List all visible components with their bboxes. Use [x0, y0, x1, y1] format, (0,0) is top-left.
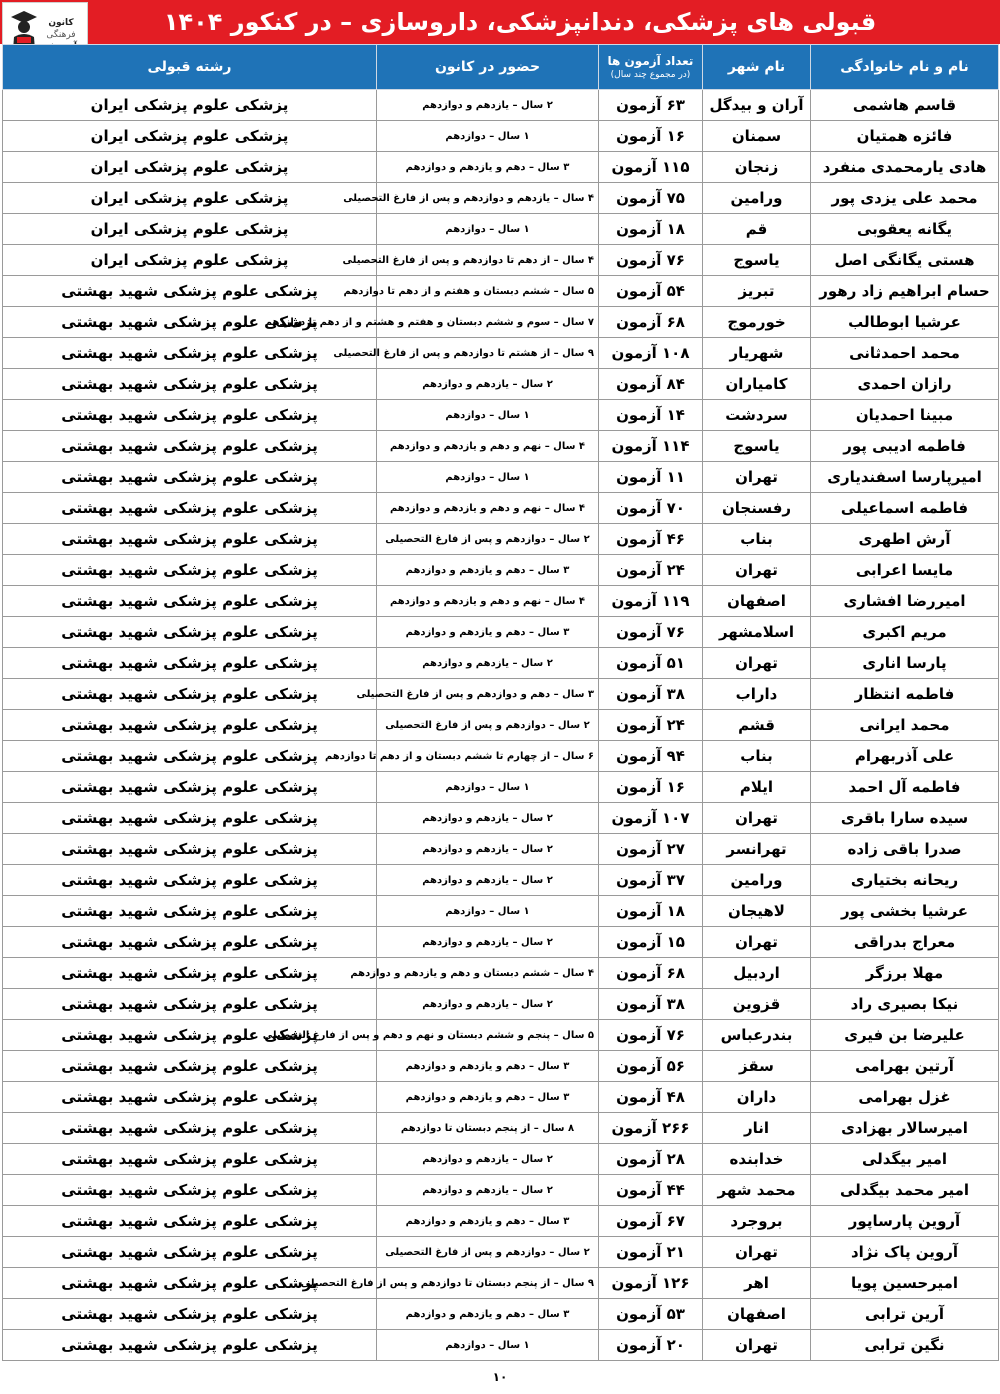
table-row: [3, 462, 999, 493]
cell-attendance: ۲ سال – یازدهم و دوازدهم: [377, 927, 599, 958]
cell-major: پزشکی علوم پزشکی شهید بهشتی: [3, 772, 377, 803]
cell-city: کامیاران: [703, 369, 811, 400]
cell-name: عرشیا بخشی پور: [811, 896, 999, 927]
table-row: [3, 152, 999, 183]
table-row: [3, 276, 999, 307]
cell-attendance: ۴ سال – نهم و دهم و یازدهم و دوازدهم: [377, 431, 599, 462]
cell-city: شهریار: [703, 338, 811, 369]
cell-name: علیرضا بن فیری: [811, 1020, 999, 1051]
cell-major: پزشکی علوم پزشکی شهید بهشتی: [3, 1051, 377, 1082]
cell-major: پزشکی علوم پزشکی ایران: [3, 245, 377, 276]
cell-name: رازان احمدی: [811, 369, 999, 400]
table-row: [3, 1206, 999, 1237]
cell-exams: ۲۰ آزمون: [599, 1330, 703, 1361]
cell-name: امیرحسین پویا: [811, 1268, 999, 1299]
cell-exams: ۲۷ آزمون: [599, 834, 703, 865]
cell-exams: ۱۵ آزمون: [599, 927, 703, 958]
cell-city: ورامین: [703, 183, 811, 214]
cell-name: نیکا بصیری راد: [811, 989, 999, 1020]
cell-attendance: ۲ سال – یازدهم و دوازدهم: [377, 648, 599, 679]
cell-attendance: ۴ سال – از دهم تا دوازدهم و پس از فارغ التحصیلی: [377, 245, 599, 276]
cell-city: اصفهان: [703, 1299, 811, 1330]
table-row: [3, 369, 999, 400]
cell-exams: ۲۸ آزمون: [599, 1144, 703, 1175]
cell-city: قشم: [703, 710, 811, 741]
cell-city: داران: [703, 1082, 811, 1113]
cell-exams: ۱۶ آزمون: [599, 121, 703, 152]
cell-attendance: ۲ سال – یازدهم و دوازدهم: [377, 369, 599, 400]
cell-exams: ۳۸ آزمون: [599, 989, 703, 1020]
cell-attendance: ۳ سال – دهم و دوازدهم و پس از فارغ التحصیلی: [377, 679, 599, 710]
cell-name: محمد احمدثانی: [811, 338, 999, 369]
cell-major: پزشکی علوم پزشکی ایران: [3, 90, 377, 121]
cell-major: پزشکی علوم پزشکی شهید بهشتی: [3, 617, 377, 648]
table-row: [3, 772, 999, 803]
cell-exams: ۱۱۹ آزمون: [599, 586, 703, 617]
cell-exams: ۵۴ آزمون: [599, 276, 703, 307]
cell-city: محمد شهر: [703, 1175, 811, 1206]
table-row: [3, 1113, 999, 1144]
admissions-table: [2, 44, 999, 1361]
cell-attendance: ۳ سال – دهم و یازدهم و دوازدهم: [377, 1051, 599, 1082]
cell-name: آرتین بهرامی: [811, 1051, 999, 1082]
cell-city: تهرانسر: [703, 834, 811, 865]
cell-major: پزشکی علوم پزشکی شهید بهشتی: [3, 927, 377, 958]
cell-name: یگانه یعقوبی: [811, 214, 999, 245]
cell-name: فائزه همتیان: [811, 121, 999, 152]
table-row: [3, 1175, 999, 1206]
cell-exams: ۱۴ آزمون: [599, 400, 703, 431]
cell-exams: ۷۰ آزمون: [599, 493, 703, 524]
cell-attendance: ۳ سال – دهم و یازدهم و دوازدهم: [377, 555, 599, 586]
cell-attendance: ۲ سال – یازدهم و دوازدهم: [377, 90, 599, 121]
cell-exams: ۳۷ آزمون: [599, 865, 703, 896]
cell-exams: ۱۰۸ آزمون: [599, 338, 703, 369]
cell-exams: ۵۳ آزمون: [599, 1299, 703, 1330]
cell-major: پزشکی علوم پزشکی شهید بهشتی: [3, 493, 377, 524]
table-row: [3, 1330, 999, 1361]
cell-exams: ۷۵ آزمون: [599, 183, 703, 214]
cell-city: یاسوج: [703, 431, 811, 462]
table-row: [3, 679, 999, 710]
cell-city: اسلامشهر: [703, 617, 811, 648]
cell-attendance: ۲ سال – دوازدهم و پس از فارغ التحصیلی: [377, 1237, 599, 1268]
cell-city: سمنان: [703, 121, 811, 152]
table-row: [3, 989, 999, 1020]
cell-name: ریحانه بختیاری: [811, 865, 999, 896]
cell-major: پزشکی علوم پزشکی شهید بهشتی: [3, 555, 377, 586]
cell-exams: ۵۱ آزمون: [599, 648, 703, 679]
table-row: [3, 90, 999, 121]
cell-attendance: ۲ سال – یازدهم و دوازدهم: [377, 803, 599, 834]
cell-city: سردشت: [703, 400, 811, 431]
page-title: قبولی های پزشکی، دندانپزشکی، داروسازی – در کنکور ۱۴۰۴: [163, 8, 877, 36]
cell-major: پزشکی علوم پزشکی ایران: [3, 183, 377, 214]
cell-city: اردبیل: [703, 958, 811, 989]
cell-city: بروجرد: [703, 1206, 811, 1237]
cell-city: ورامین: [703, 865, 811, 896]
cell-attendance: ۱ سال – دوازدهم: [377, 1330, 599, 1361]
table-row: [3, 741, 999, 772]
cell-major: پزشکی علوم پزشکی شهید بهشتی: [3, 462, 377, 493]
cell-city: انار: [703, 1113, 811, 1144]
cell-city: آران و بیدگل: [703, 90, 811, 121]
cell-attendance: ۲ سال – دوازدهم و پس از فارغ التحصیلی: [377, 524, 599, 555]
cell-exams: ۴۸ آزمون: [599, 1082, 703, 1113]
table-row: [3, 307, 999, 338]
cell-name: مهلا برزگر: [811, 958, 999, 989]
cell-attendance: ۲ سال – دوازدهم و پس از فارغ التحصیلی: [377, 710, 599, 741]
cell-name: مایسا اعرابی: [811, 555, 999, 586]
table-row: [3, 617, 999, 648]
cell-name: فاطمه ادیبی پور: [811, 431, 999, 462]
cell-major: پزشکی علوم پزشکی شهید بهشتی: [3, 865, 377, 896]
cell-name: نگین ترابی: [811, 1330, 999, 1361]
cell-name: امیر بیگدلی: [811, 1144, 999, 1175]
table-row: [3, 245, 999, 276]
cell-name: فاطمه انتظار: [811, 679, 999, 710]
cell-attendance: ۱ سال – دوازدهم: [377, 896, 599, 927]
cell-major: پزشکی علوم پزشکی شهید بهشتی: [3, 1175, 377, 1206]
cell-city: تهران: [703, 927, 811, 958]
cell-attendance: ۲ سال – یازدهم و دوازدهم: [377, 989, 599, 1020]
cell-major: پزشکی علوم پزشکی شهید بهشتی: [3, 1113, 377, 1144]
cell-name: مریم اکبری: [811, 617, 999, 648]
logo-line-1: کانون: [48, 18, 74, 28]
table-row: [3, 1082, 999, 1113]
cell-major: پزشکی علوم پزشکی شهید بهشتی: [3, 586, 377, 617]
cell-exams: ۳۸ آزمون: [599, 679, 703, 710]
cell-name: هستی یگانگی اصل: [811, 245, 999, 276]
cell-exams: ۱۸ آزمون: [599, 896, 703, 927]
cell-name: غزل بهرامی: [811, 1082, 999, 1113]
table-header-row: [3, 45, 999, 90]
cell-attendance: ۴ سال – ششم دبستان و دهم و یازدهم و دوازدهم: [377, 958, 599, 989]
cell-major: پزشکی علوم پزشکی شهید بهشتی: [3, 958, 377, 989]
header-exams-main: تعداد آزمون ها: [607, 53, 694, 68]
cell-exams: ۸۴ آزمون: [599, 369, 703, 400]
table-row: [3, 431, 999, 462]
cell-exams: ۷۶ آزمون: [599, 1020, 703, 1051]
cell-exams: ۷۶ آزمون: [599, 617, 703, 648]
table-row: [3, 555, 999, 586]
table-row: [3, 183, 999, 214]
cell-major: پزشکی علوم پزشکی شهید بهشتی: [3, 803, 377, 834]
cell-attendance: ۳ سال – دهم و یازدهم و دوازدهم: [377, 617, 599, 648]
table-row: [3, 710, 999, 741]
cell-attendance: ۲ سال – یازدهم و دوازدهم: [377, 1175, 599, 1206]
cell-city: تهران: [703, 462, 811, 493]
cell-city: رفسنجان: [703, 493, 811, 524]
header-name: نام و نام خانوادگی: [811, 45, 999, 90]
cell-attendance: ۷ سال – سوم و ششم دبستان و هفتم و هشتم و از دهم تا دوازدهم: [377, 307, 599, 338]
cell-exams: ۹۴ آزمون: [599, 741, 703, 772]
cell-name: مبینا احمدیان: [811, 400, 999, 431]
cell-exams: ۱۱ آزمون: [599, 462, 703, 493]
cell-attendance: ۹ سال – از پنجم دبستان تا دوازدهم و پس از فارغ التحصیلی: [377, 1268, 599, 1299]
cell-city: قم: [703, 214, 811, 245]
cell-attendance: ۴ سال – نهم و دهم و یازدهم و دوازدهم: [377, 586, 599, 617]
cell-exams: ۵۶ آزمون: [599, 1051, 703, 1082]
cell-city: خدابنده: [703, 1144, 811, 1175]
cell-exams: ۷۶ آزمون: [599, 245, 703, 276]
cell-major: پزشکی علوم پزشکی شهید بهشتی: [3, 1237, 377, 1268]
cell-city: لاهیجان: [703, 896, 811, 927]
cell-name: حسام ابراهیم زاد رهور: [811, 276, 999, 307]
cell-major: پزشکی علوم پزشکی شهید بهشتی: [3, 338, 377, 369]
cell-major: پزشکی علوم پزشکی شهید بهشتی: [3, 896, 377, 927]
cell-exams: ۲۱ آزمون: [599, 1237, 703, 1268]
cell-major: پزشکی علوم پزشکی شهید بهشتی: [3, 276, 377, 307]
header-exams: [599, 45, 703, 90]
cell-name: فاطمه آل احمد: [811, 772, 999, 803]
cell-attendance: ۴ سال – نهم و دهم و یازدهم و دوازدهم: [377, 493, 599, 524]
header-attendance: حضور در کانون: [377, 45, 599, 90]
cell-attendance: ۳ سال – دهم و یازدهم و دوازدهم: [377, 152, 599, 183]
cell-city: زنجان: [703, 152, 811, 183]
cell-major: پزشکی علوم پزشکی شهید بهشتی: [3, 834, 377, 865]
cell-city: تهران: [703, 1330, 811, 1361]
cell-city: اهر: [703, 1268, 811, 1299]
cell-city: تهران: [703, 1237, 811, 1268]
cell-major: پزشکی علوم پزشکی شهید بهشتی: [3, 431, 377, 462]
cell-attendance: ۲ سال – یازدهم و دوازدهم: [377, 1144, 599, 1175]
table-row: [3, 121, 999, 152]
cell-city: داراب: [703, 679, 811, 710]
cell-major: پزشکی علوم پزشکی شهید بهشتی: [3, 369, 377, 400]
cell-city: قزوین: [703, 989, 811, 1020]
cell-exams: ۱۸ آزمون: [599, 214, 703, 245]
cell-name: صدرا باقی زاده: [811, 834, 999, 865]
table-row: [3, 1020, 999, 1051]
table-row: [3, 834, 999, 865]
table-row: [3, 400, 999, 431]
cell-major: پزشکی علوم پزشکی شهید بهشتی: [3, 400, 377, 431]
cell-name: عرشیا ابوطالب: [811, 307, 999, 338]
table-row: [3, 214, 999, 245]
header-major: رشته قبولی: [3, 45, 377, 90]
title-bar: [0, 0, 1000, 44]
cell-name: سیده سارا باقری: [811, 803, 999, 834]
table-body: [3, 90, 999, 1361]
cell-major: پزشکی علوم پزشکی شهید بهشتی: [3, 1330, 377, 1361]
cell-name: امیرپارسا اسفندیاری: [811, 462, 999, 493]
cell-attendance: ۲ سال – یازدهم و دوازدهم: [377, 865, 599, 896]
cell-city: تهران: [703, 803, 811, 834]
cell-city: تهران: [703, 555, 811, 586]
cell-attendance: ۱ سال – دوازدهم: [377, 462, 599, 493]
cell-name: معراج بدراقی: [811, 927, 999, 958]
cell-city: بناب: [703, 741, 811, 772]
cell-exams: ۶۷ آزمون: [599, 1206, 703, 1237]
cell-name: قاسم هاشمی: [811, 90, 999, 121]
cell-attendance: ۱ سال – دوازدهم: [377, 214, 599, 245]
cell-attendance: ۵ سال – پنجم و ششم دبستان و نهم و دهم و پس از فارغ التحصیلی: [377, 1020, 599, 1051]
cell-major: پزشکی علوم پزشکی شهید بهشتی: [3, 989, 377, 1020]
cell-major: پزشکی علوم پزشکی شهید بهشتی: [3, 648, 377, 679]
table-row: [3, 1299, 999, 1330]
cell-attendance: ۱ سال – دوازدهم: [377, 400, 599, 431]
table-row: [3, 493, 999, 524]
cell-attendance: ۱ سال – دوازدهم: [377, 772, 599, 803]
cell-exams: ۴۶ آزمون: [599, 524, 703, 555]
cell-exams: ۱۶ آزمون: [599, 772, 703, 803]
cell-attendance: ۳ سال – دهم و یازدهم و دوازدهم: [377, 1206, 599, 1237]
table-row: [3, 586, 999, 617]
cell-city: خورموج: [703, 307, 811, 338]
cell-exams: ۲۴ آزمون: [599, 710, 703, 741]
cell-name: آروین پاک نژاد: [811, 1237, 999, 1268]
table-row: [3, 958, 999, 989]
cell-major: پزشکی علوم پزشکی شهید بهشتی: [3, 1082, 377, 1113]
cell-exams: ۱۱۴ آزمون: [599, 431, 703, 462]
cell-exams: ۲۶۶ آزمون: [599, 1113, 703, 1144]
table-row: [3, 1051, 999, 1082]
cell-attendance: ۶ سال – از چهارم تا ششم دبستان و از دهم تا دوازدهم: [377, 741, 599, 772]
cell-city: ایلام: [703, 772, 811, 803]
table-row: [3, 524, 999, 555]
cell-exams: ۴۴ آزمون: [599, 1175, 703, 1206]
table-row: [3, 803, 999, 834]
cell-major: پزشکی علوم پزشکی شهید بهشتی: [3, 307, 377, 338]
cell-major: پزشکی علوم پزشکی شهید بهشتی: [3, 710, 377, 741]
header-city: نام شهر: [703, 45, 811, 90]
header-exams-sub: (در مجموع چند سال): [610, 69, 691, 80]
cell-attendance: ۳ سال – دهم و یازدهم و دوازدهم: [377, 1082, 599, 1113]
cell-attendance: ۳ سال – دهم و یازدهم و دوازدهم: [377, 1299, 599, 1330]
table-row: [3, 648, 999, 679]
cell-attendance: ۲ سال – یازدهم و دوازدهم: [377, 834, 599, 865]
cell-name: هادی یارمحمدی منفرد: [811, 152, 999, 183]
cell-exams: ۶۳ آزمون: [599, 90, 703, 121]
cell-exams: ۶۸ آزمون: [599, 307, 703, 338]
cell-exams: ۶۸ آزمون: [599, 958, 703, 989]
cell-city: تهران: [703, 648, 811, 679]
cell-major: پزشکی علوم پزشکی ایران: [3, 121, 377, 152]
cell-name: امیررضا افشاری: [811, 586, 999, 617]
cell-attendance: ۸ سال – از پنجم دبستان تا دوازدهم: [377, 1113, 599, 1144]
cell-city: اصفهان: [703, 586, 811, 617]
cell-city: بندرعباس: [703, 1020, 811, 1051]
cell-name: امیرسالار بهزادی: [811, 1113, 999, 1144]
table-row: [3, 1237, 999, 1268]
table-row: [3, 338, 999, 369]
table-row: [3, 927, 999, 958]
cell-major: پزشکی علوم پزشکی شهید بهشتی: [3, 741, 377, 772]
table-row: [3, 865, 999, 896]
cell-name: آرین ترابی: [811, 1299, 999, 1330]
cell-name: فاطمه اسماعیلی: [811, 493, 999, 524]
cell-city: بناب: [703, 524, 811, 555]
cell-major: پزشکی علوم پزشکی شهید بهشتی: [3, 1020, 377, 1051]
cell-exams: ۱۲۶ آزمون: [599, 1268, 703, 1299]
cell-major: پزشکی علوم پزشکی شهید بهشتی: [3, 1144, 377, 1175]
cell-exams: ۲۴ آزمون: [599, 555, 703, 586]
cell-name: محمد ایرانی: [811, 710, 999, 741]
logo-line-2: فرهنگی: [46, 30, 76, 40]
cell-city: تبریز: [703, 276, 811, 307]
cell-attendance: ۴ سال – یازدهم و دوازدهم و پس از فارغ التحصیلی: [377, 183, 599, 214]
cell-major: پزشکی علوم پزشکی شهید بهشتی: [3, 1206, 377, 1237]
cell-name: علی آذربهرام: [811, 741, 999, 772]
cell-city: یاسوج: [703, 245, 811, 276]
cell-city: سقز: [703, 1051, 811, 1082]
cell-exams: ۱۰۷ آزمون: [599, 803, 703, 834]
cell-attendance: ۱ سال – دوازدهم: [377, 121, 599, 152]
table-row: [3, 896, 999, 927]
cell-name: امیر محمد بیگدلی: [811, 1175, 999, 1206]
cell-attendance: ۵ سال – ششم دبستان و هفتم و از دهم تا دوازدهم: [377, 276, 599, 307]
cell-attendance: ۹ سال – از هشتم تا دوازدهم و پس از فارغ التحصیلی: [377, 338, 599, 369]
cell-name: آروین پارساپور: [811, 1206, 999, 1237]
cell-exams: ۱۱۵ آزمون: [599, 152, 703, 183]
cell-major: پزشکی علوم پزشکی ایران: [3, 152, 377, 183]
cell-major: پزشکی علوم پزشکی شهید بهشتی: [3, 679, 377, 710]
cell-major: پزشکی علوم پزشکی شهید بهشتی: [3, 524, 377, 555]
page-number: ۱۰: [492, 1370, 508, 1384]
cell-major: پزشکی علوم پزشکی شهید بهشتی: [3, 1268, 377, 1299]
cell-name: آرش اطهری: [811, 524, 999, 555]
cell-major: پزشکی علوم پزشکی شهید بهشتی: [3, 1299, 377, 1330]
cell-major: پزشکی علوم پزشکی ایران: [3, 214, 377, 245]
cell-name: محمد علی یزدی پور: [811, 183, 999, 214]
table-row: [3, 1144, 999, 1175]
cell-name: پارسا اناری: [811, 648, 999, 679]
table-row: [3, 1268, 999, 1299]
